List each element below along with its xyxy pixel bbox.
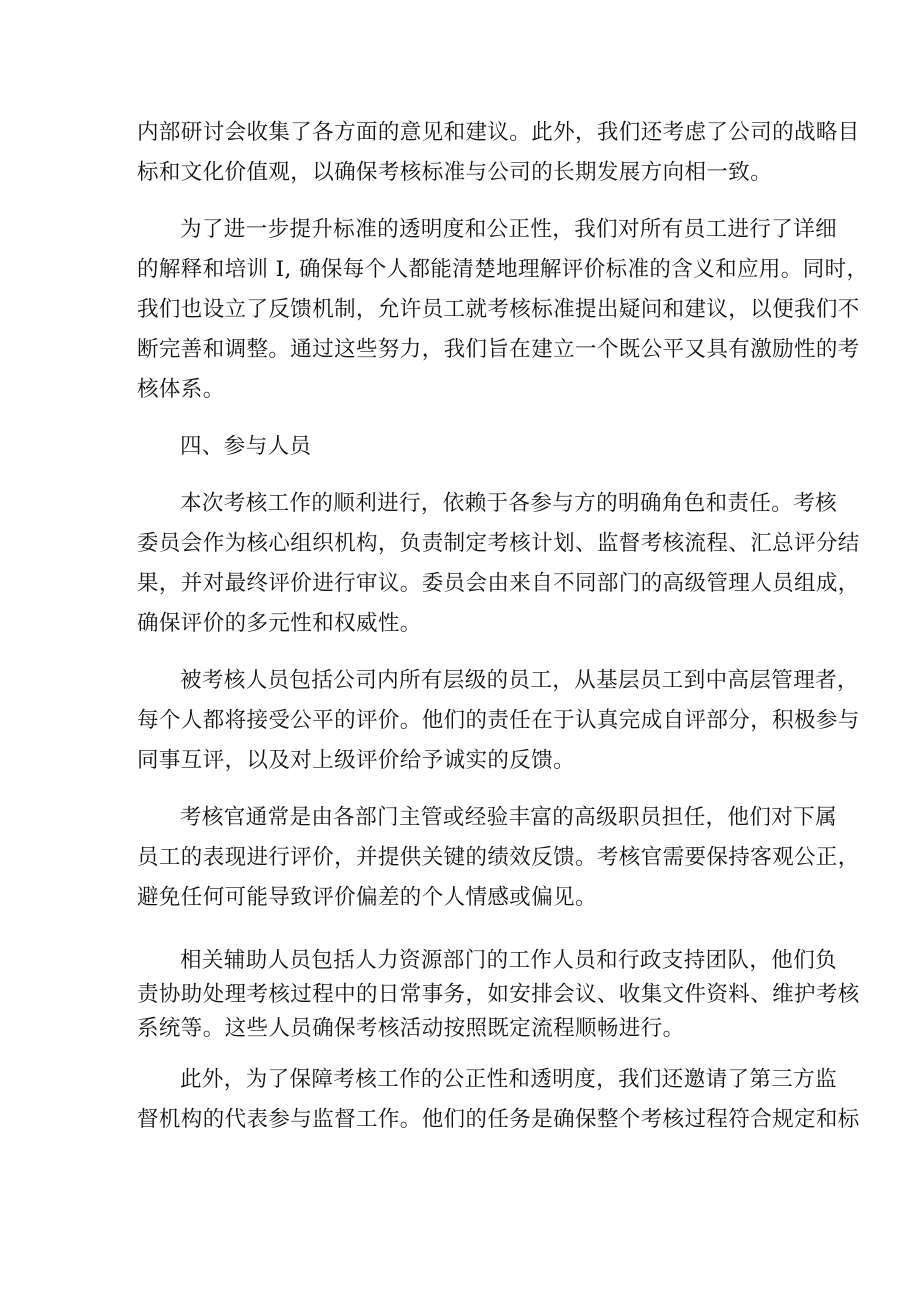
paragraph-transparency	[137, 210, 869, 410]
paragraph-third-party	[137, 1060, 860, 1140]
text-line: 员工的表现进行评价，并提供关键的绩效反馈。考核官需要保持客观公正，	[137, 845, 860, 870]
paragraph-assessors	[137, 798, 860, 918]
text-line: 避免任何可能导致评价偏差的个人情感或偏见。	[137, 885, 597, 910]
text-line: 果，并对最终评价进行审议。委员会由来自不同部门的高级管理人员组成，	[137, 571, 860, 596]
text-line: 每个人都将接受公平的评价。他们的责任在于认真完成自评部分，积极参与	[137, 708, 860, 733]
text-line: 责协助处理考核过程中的日常事务，如安排会议、收集文件资料、维护考核	[137, 982, 860, 1007]
text-line: 我们也设立了反馈机制，允许员工就考核标准提出疑问和建议，以便我们不	[137, 297, 860, 322]
text-line: 考核官通常是由各部门主管或经验丰富的高级职员担任，他们对下属	[180, 805, 838, 830]
text-line: 被考核人员包括公司内所有层级的员工，从基层员工到中高层管理者，	[180, 668, 859, 693]
text-line: 的解释和培训 I, 确保每个人都能清楚地理解评价标准的含义和应用。同时，	[137, 257, 869, 282]
paragraph-committee	[137, 484, 860, 644]
text-line: 同事互评，以及对上级评价给予诚实的反馈。	[137, 748, 576, 773]
text-line: 本次考核工作的顺利进行，依赖于各参与方的明确角色和责任。考核	[180, 491, 838, 516]
text-line: 为了进一步提升标准的透明度和公正性，我们对所有员工进行了详细	[180, 217, 838, 242]
text-line: 内部研讨会收集了各方面的意见和建议。此外，我们还考虑了公司的战略目	[137, 120, 860, 145]
paragraph-intro-continuation	[137, 113, 860, 193]
paragraph-support-staff	[137, 944, 860, 1046]
text-line: 标和文化价值观，以确保考核标准与公司的长期发展方向相一致。	[137, 160, 773, 185]
text-line: 核体系。	[137, 377, 225, 402]
paragraph-assessed-staff	[137, 661, 860, 781]
document-body	[137, 113, 869, 1140]
text-line: 此外，为了保障考核工作的公正性和透明度，我们还邀请了第三方监	[180, 1067, 838, 1092]
text-line: 断完善和调整。通过这些努力，我们旨在建立一个既公平又具有激励性的考	[137, 337, 860, 362]
section-heading-text: 四、参与人员	[180, 434, 312, 459]
section-heading-participants	[137, 427, 797, 467]
text-line: 督机构的代表参与监督工作。他们的任务是确保整个考核过程符合规定和标	[137, 1107, 860, 1132]
text-line: 确保评价的多元性和权威性。	[137, 611, 422, 636]
text-line: 委员会作为核心组织机构，负责制定考核计划、监督考核流程、汇总评分结	[137, 531, 860, 556]
text-line: 相关辅助人员包括人力资源部门的工作人员和行政支持团队，他们负	[180, 948, 838, 973]
text-line: 系统等。这些人员确保考核活动按照既定流程顺畅进行。	[137, 1016, 685, 1041]
